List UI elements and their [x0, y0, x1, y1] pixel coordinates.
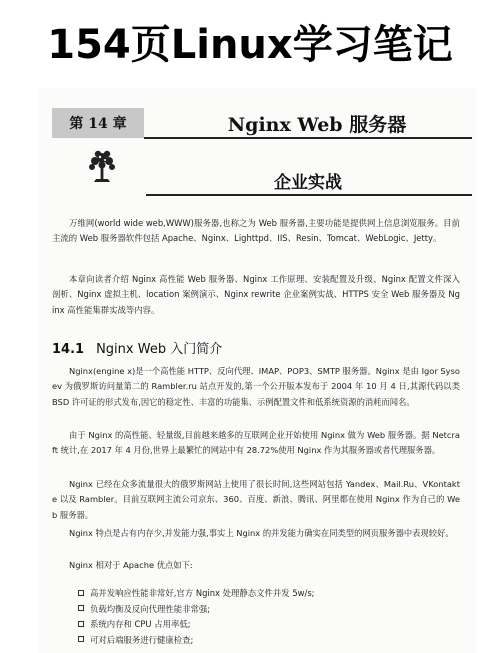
banner-title: 154页Linux学习笔记: [47, 21, 453, 68]
chapter-header: [52, 102, 472, 142]
intro-paragraph-1: 万维网(world wide web,WWW)服务器,也称之为 Web 服务器,主要功能是提供网上信息浏览服务。目前主流的 Web 服务器软件包括 Apache、Nginx、Lighttpd、IIS、Resin、Tomcat、WebLogic、Jetty。: [52, 218, 460, 244]
list-item: 系统内存和 CPU 占用率低;: [78, 617, 458, 633]
list-item: 高并发响应性能非常好,官方 Nginx 处理静态文件并发 5w/s;: [78, 586, 458, 602]
body-paragraph-3: Nginx 已经在众多流量很大的俄罗斯网站上使用了很长时间,这些网站包括 Yandex、Mail.Ru、VKontakte 以及 Rambler。目前互联网主流公司京东、360、百度、新浪、腾讯、阿里都在使用 Nginx 作为自己的 Web 服务器。: [52, 479, 460, 520]
chapter-label: 第 14 章: [52, 108, 144, 138]
chapter-subtitle: 企业实战: [274, 173, 342, 193]
intro-paragraph-2: 本章向读者介绍 Nginx 高性能 Web 服务器、Nginx 工作原理、安装配置及升级、Nginx 配置文件深入剖析、Nginx 虚拟主机、location 案例演示、Nginx rewrite 企业案例实战、HTTPS 安全 Web 服务器及 Nginx 高性能集群实战等内容。: [52, 274, 460, 315]
section-heading: [52, 338, 452, 357]
body-paragraph-1: Nginx(engine x)是一个高性能 HTTP、反向代理、IMAP、POP3、SMTP 服务器。Nginx 是由 Igor Sysoev 为俄罗斯访问量第二的 Rambler.ru 站点开发的,第一个公开版本发布于 2004 年 10 月 4 日,其源代码以类 BSD 许可证的形式发布,因它的稳定性、丰富的功能集、示例配置文件和低系统资源的消耗而闻名。: [52, 366, 460, 407]
checkbox-bullet-icon: [78, 636, 84, 642]
section-number: 14.1: [52, 342, 85, 357]
section-title: Nginx Web 入门简介: [96, 342, 223, 357]
checkbox-bullet-icon: [78, 605, 84, 611]
tree-icon: [82, 146, 122, 186]
checkbox-bullet-icon: [78, 590, 84, 596]
body-paragraph-4: Nginx 特点是占有内存少,并发能力强,事实上 Nginx 的并发能力确实在同类型的网页服务器中表现较好。: [69, 528, 454, 538]
body-paragraph-2: 由于 Nginx 的高性能、轻量级,目前越来越多的互联网企业开始使用 Nginx 做为 Web 服务器。据 Netcraft 统计,在 2017 年 4 月份,世界上最繁忙的网站中有 28.72%使用 Nginx 作为其服务器或者代理服务器。: [52, 430, 460, 456]
chapter-title: Nginx Web 服务器: [227, 114, 407, 136]
checkbox-bullet-icon: [78, 621, 84, 627]
body-paragraph-5: Nginx 相对于 Apache 优点如下:: [69, 560, 193, 570]
book-page: [38, 88, 476, 653]
advantages-list: [78, 586, 458, 648]
list-item: 负载均衡及反向代理性能非常强;: [78, 602, 458, 618]
list-item: 可对后端服务进行健康检查;: [78, 633, 458, 649]
chapter-rule: [144, 137, 472, 139]
subtitle-rule: [146, 194, 472, 196]
